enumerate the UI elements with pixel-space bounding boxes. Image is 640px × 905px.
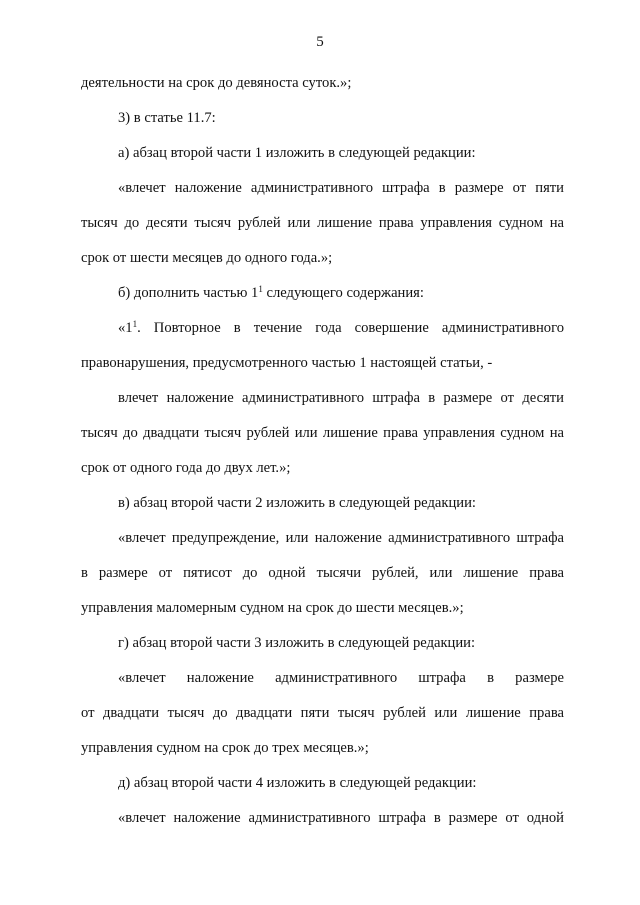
text-line xyxy=(81,311,564,346)
text-line: 3) в статье 11.7: xyxy=(118,110,216,126)
text-line: д) абзац второй части 4 изложить в следующей редакции: xyxy=(118,775,477,791)
text-segment: следующего содержания: xyxy=(262,285,424,301)
page-number: 5 xyxy=(316,34,324,50)
text-line: управления судном на срок до трех месяцев.»; xyxy=(81,740,369,756)
text-line: влечет наложение административного штрафа в размере от десяти xyxy=(118,390,564,406)
text-line xyxy=(81,276,564,311)
text-line: от двадцати тысяч до двадцати пяти тысяч рублей или лишение права xyxy=(81,705,564,721)
text-line: срок от одного года до двух лет.»; xyxy=(81,460,291,476)
document-body xyxy=(81,66,564,836)
text-segment: б) дополнить частью 1 xyxy=(118,285,259,301)
text-line: тысяч до двадцати тысяч рублей или лишение права управления судном на xyxy=(81,425,564,441)
text-line: тысяч до десяти тысяч рублей или лишение права управления судном на xyxy=(81,215,564,231)
text-line: управления маломерным судном на срок до шести месяцев.»; xyxy=(81,600,464,616)
text-line: «влечет предупреждение, или наложение административного штрафа xyxy=(118,530,564,546)
text-line: срок от шести месяцев до одного года.»; xyxy=(81,250,333,266)
superscript-number: 1 xyxy=(132,319,138,329)
text-segment: «1 xyxy=(118,320,133,336)
text-line: правонарушения, предусмотренного частью 1 настоящей статьи, - xyxy=(81,355,493,371)
text-line: «влечет наложение административного штрафа в размере xyxy=(118,670,564,686)
superscript-number: 1 xyxy=(258,284,263,294)
text-line: «влечет наложение административного штрафа в размере от пяти xyxy=(118,180,564,196)
text-line: г) абзац второй части 3 изложить в следующей редакции: xyxy=(118,635,476,651)
text-line: в) абзац второй части 2 изложить в следующей редакции: xyxy=(118,495,476,511)
text-segment: . Повторное в течение года совершение административного xyxy=(137,320,564,336)
text-line: а) абзац второй части 1 изложить в следующей редакции: xyxy=(118,145,476,161)
text-line: деятельности на срок до девяноста суток.»; xyxy=(81,75,352,91)
text-line: в размере от пятисот до одной тысячи рублей, или лишение права xyxy=(81,565,564,581)
text-line: «влечет наложение административного штрафа в размере от одной xyxy=(118,810,564,826)
